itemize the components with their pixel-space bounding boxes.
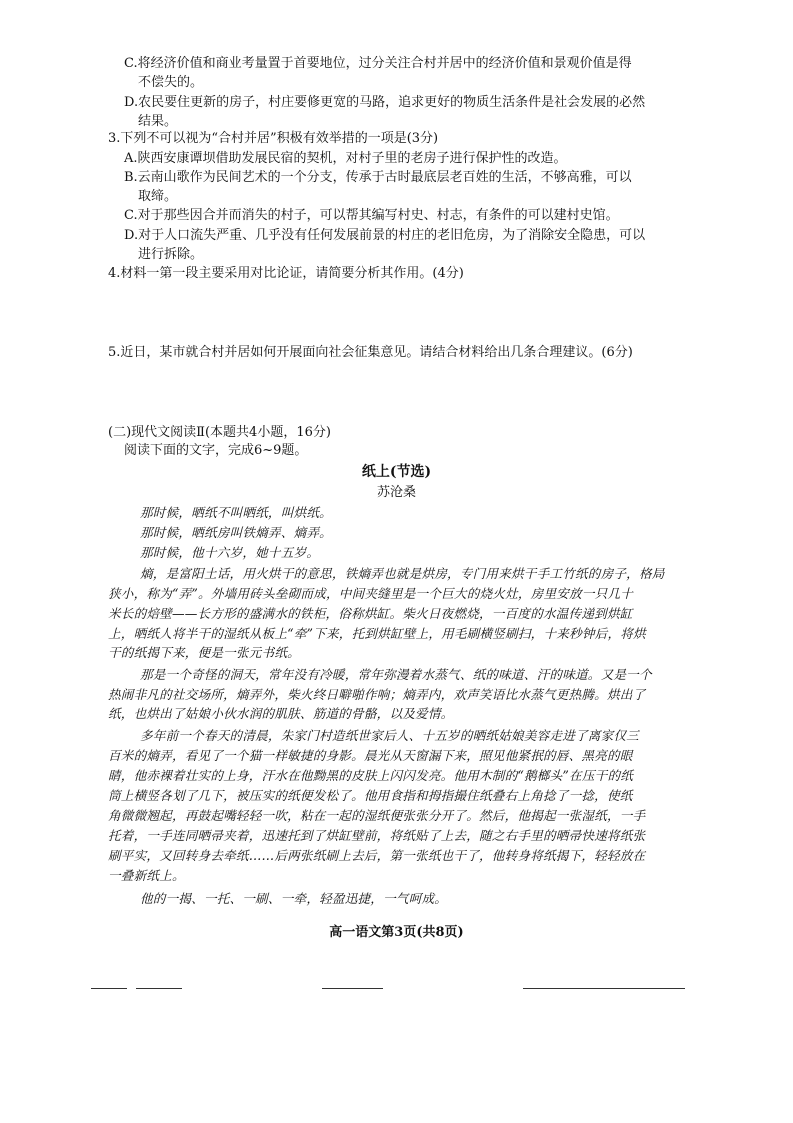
q3-option-d: D.对于人口流失严重、几乎没有任何发展前景的村庄的老旧危房，为了消除安全隐患，可以 (124, 228, 646, 243)
passage-paragraph-6-line: 百米的熵弄，看见了一个猫一样敏捷的身影。晨光从天窗漏下来，照见他紧抿的唇、黑亮的眼 (108, 748, 633, 763)
passage-paragraph-3: 那时候，他十六岁，她十五岁。 (140, 545, 320, 560)
passage-paragraph-1: 那时候，晒纸不叫晒纸，叫烘纸。 (140, 505, 332, 520)
passage-paragraph-4-line: 米长的焙壁——长方形的盛满水的铁柜，俗称烘缸。柴火日夜燃烧，一百度的水温传递到烘缸 (108, 606, 633, 621)
passage-title: 纸上(节选) (361, 464, 432, 480)
passage-paragraph-6-line: 托着，一手连同晒帚夹着，迅速托到了烘缸壁前，将纸贴了上去，随之右手里的晒帚快速将纸张 (108, 828, 646, 843)
section-instruction: 阅读下面的文字，完成6~9题。 (124, 443, 308, 458)
passage-paragraph-2: 那时候，晒纸房叫铁熵弄、熵弄。 (140, 525, 332, 540)
passage-paragraph-4-line: 干的纸揭下来，便是一张元书纸。 (108, 645, 300, 660)
q3-option-c: C.对于那些因合并而消失的村子，可以帮其编写村史、村志，有条件的可以建村史馆。 (124, 208, 619, 223)
section-heading: (二)现代文阅读Ⅱ(本题共4小题，16分) (108, 425, 331, 440)
passage-paragraph-7: 他的一揭、一托、一刷、一牵，轻盈迅捷，一气呵成。 (140, 891, 448, 906)
passage-paragraph-6-line: 刷平实，又回转身去牵纸……后两张纸刷上去后，第一张纸也干了，他转身将纸揭下，轻轻放在 (108, 848, 646, 863)
passage-paragraph-6-line: 一叠新纸上。 (108, 868, 185, 883)
passage-paragraph-4-line: 狭小，称为“弄”。外墙用砖头垒砌而成，中间夹缝里是一个巨大的烧火灶，房里安放一只几十 (108, 586, 634, 601)
q3-option-a: A.陕西安康谭坝借助发展民宿的契机，对村子里的老房子进行保护性的改造。 (124, 151, 567, 166)
blank-line (136, 988, 182, 989)
q3-option-b: B.云南山歌作为民间艺术的一个分支，传承于古时最底层老百姓的生活，不够高雅，可以 (124, 170, 632, 185)
passage-paragraph-4-line: 熵，是富阳土话，用火烘干的意思，铁熵弄也就是烘房，专门用来烘干手工竹纸的房子，格局 (140, 566, 665, 581)
passage-paragraph-6-line: 多年前一个春天的清晨，朱家门村造纸世家后人、十五岁的晒纸姑娘美容走进了离家仅三 (140, 728, 639, 743)
passage-paragraph-5-line: 热闹非凡的社交场所，熵弄外，柴火终日噼啪作响；熵弄内，欢声笑语比水蒸气更热腾。烘出了 (108, 687, 646, 702)
passage-paragraph-5-line: 那是一个奇怪的洞天，常年没有冷暖，常年弥漫着水蒸气、纸的味道、汗的味道。又是一个 (140, 667, 652, 682)
passage-author: 苏沧桑 (376, 485, 416, 500)
q2-option-d: D.农民要住更新的房子，村庄要修更宽的马路，追求更好的物质生活条件是社会发展的必然 (124, 95, 646, 110)
passage-paragraph-6-line: 筒上横竖各划了几下，被压实的纸便发松了。他用食指和拇指撮住纸叠右上角捻了一捻，使纸 (108, 788, 633, 803)
passage-paragraph-6-line: 角微微翘起，再鼓起嘴轻轻一吹，粘在一起的湿纸便张张分开了。然后，他揭起一张湿纸，一手 (108, 808, 646, 823)
q2-option-d-cont: 结果。 (138, 114, 178, 129)
q3-stem: 3.下列不可以视为“合村并居”积极有效举措的一项是(3分) (108, 131, 439, 146)
q2-option-c-cont: 不偿失的。 (138, 75, 204, 90)
q3-option-d-cont: 进行拆除。 (138, 247, 204, 262)
passage-paragraph-5-line: 纸，也烘出了姑娘小伙水润的肌肤、筋道的骨骼，以及爱情。 (108, 706, 454, 721)
page-footer: 高一语文第3页(共8页) (329, 925, 464, 940)
passage-paragraph-4-line: 上，晒纸人将半干的湿纸从板上“牵”下来，托到烘缸壁上，用毛刷横竖刷扫，十来秒钟后，将烘 (108, 626, 646, 641)
passage-paragraph-6-line: 睛，他赤裸着壮实的上身，汗水在他黝黑的皮肤上闪闪发亮。他用木制的“鹅榔头”在压干的纸 (108, 768, 634, 783)
q4-stem: 4.材料一第一段主要采用对比论证，请简要分析其作用。(4分) (108, 266, 464, 281)
q5-stem: 5.近日，某市就合村并居如何开展面向社会征集意见。请结合材料给出几条合理建议。(6分) (108, 345, 633, 360)
q3-option-b-cont: 取缔。 (138, 189, 178, 204)
blank-line (322, 988, 383, 989)
blank-line (91, 988, 127, 989)
q2-option-c: C.将经济价值和商业考量置于首要地位，过分关注合村并居中的经济价值和景观价值是得 (124, 56, 632, 71)
blank-line (523, 988, 685, 989)
